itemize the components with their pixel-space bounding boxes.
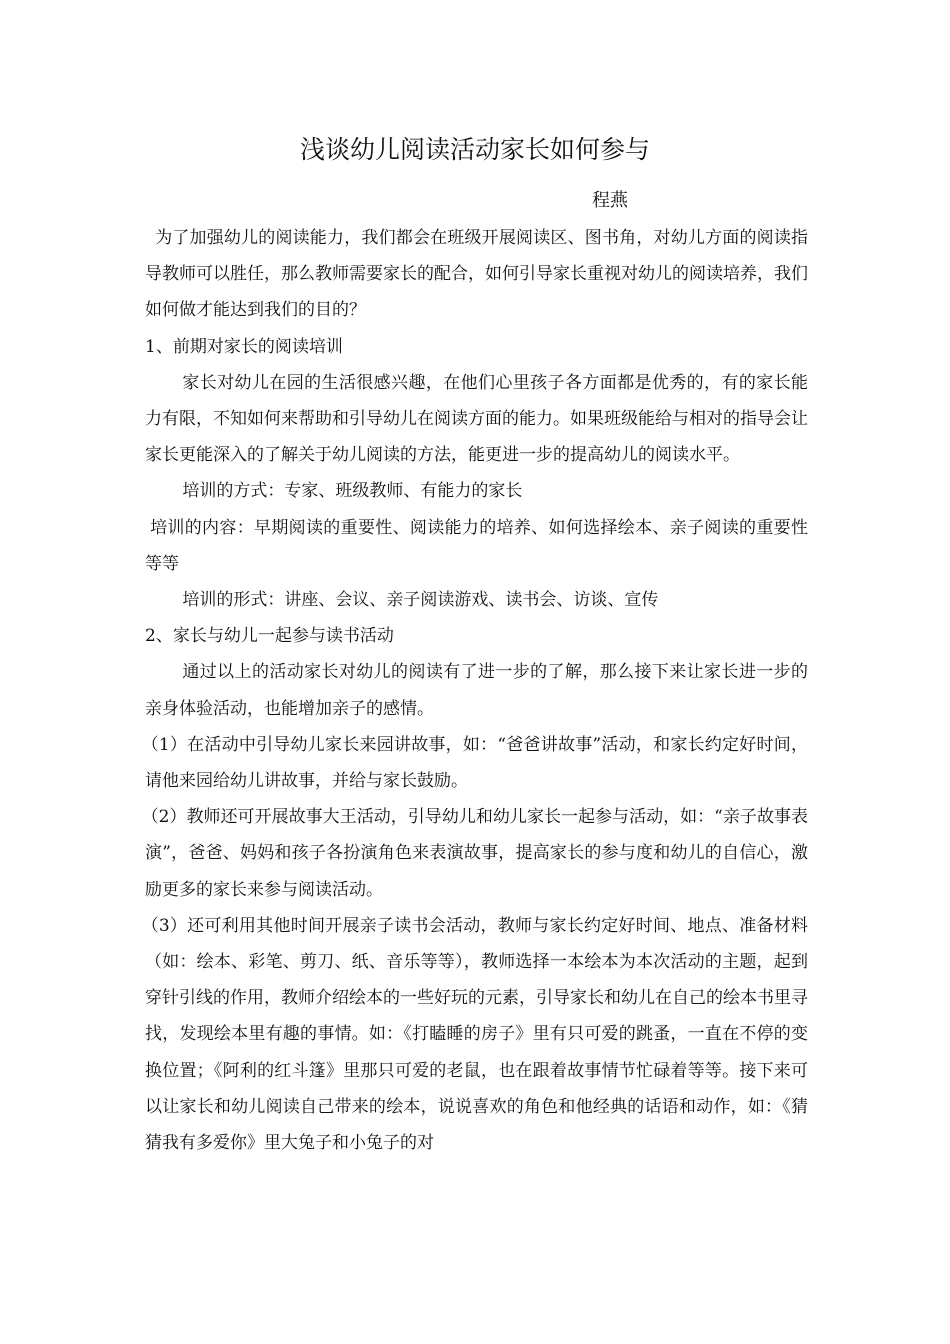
section-2-paragraph: 通过以上的活动家长对幼儿的阅读有了进一步的了解，那么接下来让家长进一步的亲身体验活动，也能增加亲子的感情。 [145, 662, 808, 719]
training-method: 培训的方式：专家、班级教师、有能力的家长 [182, 481, 523, 502]
author-name: 程燕 [592, 190, 628, 211]
document-title: 浅谈幼儿阅读活动家长如何参与 [299, 135, 650, 164]
section-heading-1: 1、前期对家长的阅读培训 [145, 336, 343, 357]
training-form: 培训的形式：讲座、会议、亲子阅读游戏、读书会、访谈、宣传 [182, 590, 659, 611]
item-1-paragraph: （1）在活动中引导幼儿家长来园讲故事，如：“爸爸讲故事”活动，和家长约定好时间，请他来园给幼儿讲故事，并给与家长鼓励。 [141, 734, 808, 792]
item-2-paragraph: （2）教师还可开展故事大王活动，引导幼儿和幼儿家长一起参与活动，如：“亲子故事表演”，爸爸、妈妈和孩子各扮演角色来表演故事，提高家长的参与度和幼儿的自信心，激励更多的家长来参与阅读活动。 [141, 807, 808, 900]
intro-paragraph: 为了加强幼儿的阅读能力，我们都会在班级开展阅读区、图书角，对幼儿方面的阅读指导教师可以胜任，那么教师需要家长的配合，如何引导家长重视对幼儿的阅读培养，我们如何做才能达到我们的目的？ [145, 228, 808, 321]
training-content: 培训的内容：早期阅读的重要性、阅读能力的培养、如何选择绘本、亲子阅读的重要性等等 [145, 517, 808, 574]
document-body [141, 220, 808, 1161]
item-3-paragraph: （3）还可利用其他时间开展亲子读书会活动，教师与家长约定好时间、地点、准备材料（如：绘本、彩笔、剪刀、纸、音乐等等），教师选择一本绘本为本次活动的主题，起到穿针引线的作用，教师介绍绘本的一些好玩的元素，引导家长和幼儿在自己的绘本书里寻找，发现绘本里有趣的事情。如：《打瞌睡的房子》里有只可爱的跳蚤，一直在不停的变换位置；《阿利的红斗篷》里那只可爱的老鼠，也在跟着故事情节忙碌着等等。接下来可以让家长和幼儿阅读自己带来的绘本，说说喜欢的角色和他经典的话语和动作，如：《猜猜我有多爱你》里大兔子和小兔子的对 [141, 915, 808, 1154]
section-1-paragraph: 家长对幼儿在园的生活很感兴趣，在他们心里孩子各方面都是优秀的，有的家长能力有限，不知如何来帮助和引导幼儿在阅读方面的能力。如果班级能给与相对的指导会让家长更能深入的了解关于幼儿阅读的方法，能更进一步的提高幼儿的阅读水平。 [145, 372, 808, 466]
section-heading-2: 2、家长与幼儿一起参与读书活动 [145, 626, 394, 647]
